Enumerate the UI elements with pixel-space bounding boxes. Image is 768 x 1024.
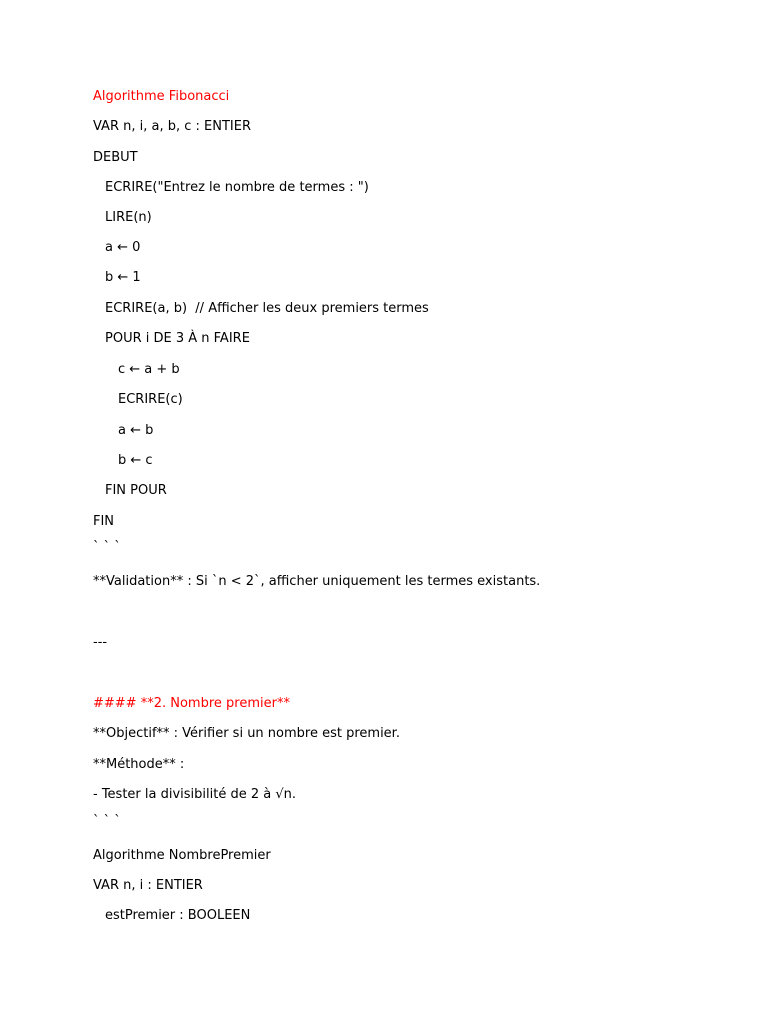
- code-fence-line: ` ` `: [93, 540, 121, 555]
- assign-a-line: a ← 0: [105, 240, 141, 255]
- fibonacci-title: Algorithme Fibonacci: [93, 89, 230, 104]
- code-fence-line-2: ` ` `: [93, 814, 121, 829]
- ecrire-ab-line: ECRIRE(a, b) // Afficher les deux premiers termes: [105, 301, 429, 316]
- debut-line: DEBUT: [93, 150, 138, 165]
- ecrire-c-line: ECRIRE(c): [118, 392, 183, 407]
- lire-n-line: LIRE(n): [105, 210, 152, 225]
- pour-loop-line: POUR i DE 3 À n FAIRE: [105, 331, 250, 346]
- divisibility-line: - Tester la divisibilité de 2 à √n.: [93, 787, 297, 802]
- objectif-line: **Objectif** : Vérifier si un nombre est premier.: [93, 726, 400, 741]
- assign-c-line: c ← a + b: [118, 362, 180, 377]
- algorithme-nombrepremier-line: Algorithme NombrePremier: [93, 848, 271, 863]
- var-declaration-line: VAR n, i, a, b, c : ENTIER: [93, 119, 251, 134]
- validation-line: **Validation** : Si `n < 2`, afficher uniquement les termes existants.: [93, 574, 541, 589]
- fin-line: FIN: [93, 514, 115, 529]
- assign-b-line: b ← 1: [105, 270, 141, 285]
- ecrire-prompt-line: ECRIRE("Entrez le nombre de termes : "): [105, 180, 369, 195]
- assign-a-b-line: a ← b: [118, 423, 154, 438]
- separator-line: ---: [93, 635, 108, 650]
- nombre-premier-heading: #### **2. Nombre premier**: [93, 696, 290, 711]
- var-n-i-line: VAR n, i : ENTIER: [93, 878, 203, 893]
- estpremier-line: estPremier : BOOLEEN: [105, 908, 251, 923]
- assign-b-c-line: b ← c: [118, 453, 153, 468]
- methode-line: **Méthode** :: [93, 757, 185, 772]
- fin-pour-line: FIN POUR: [105, 483, 167, 498]
